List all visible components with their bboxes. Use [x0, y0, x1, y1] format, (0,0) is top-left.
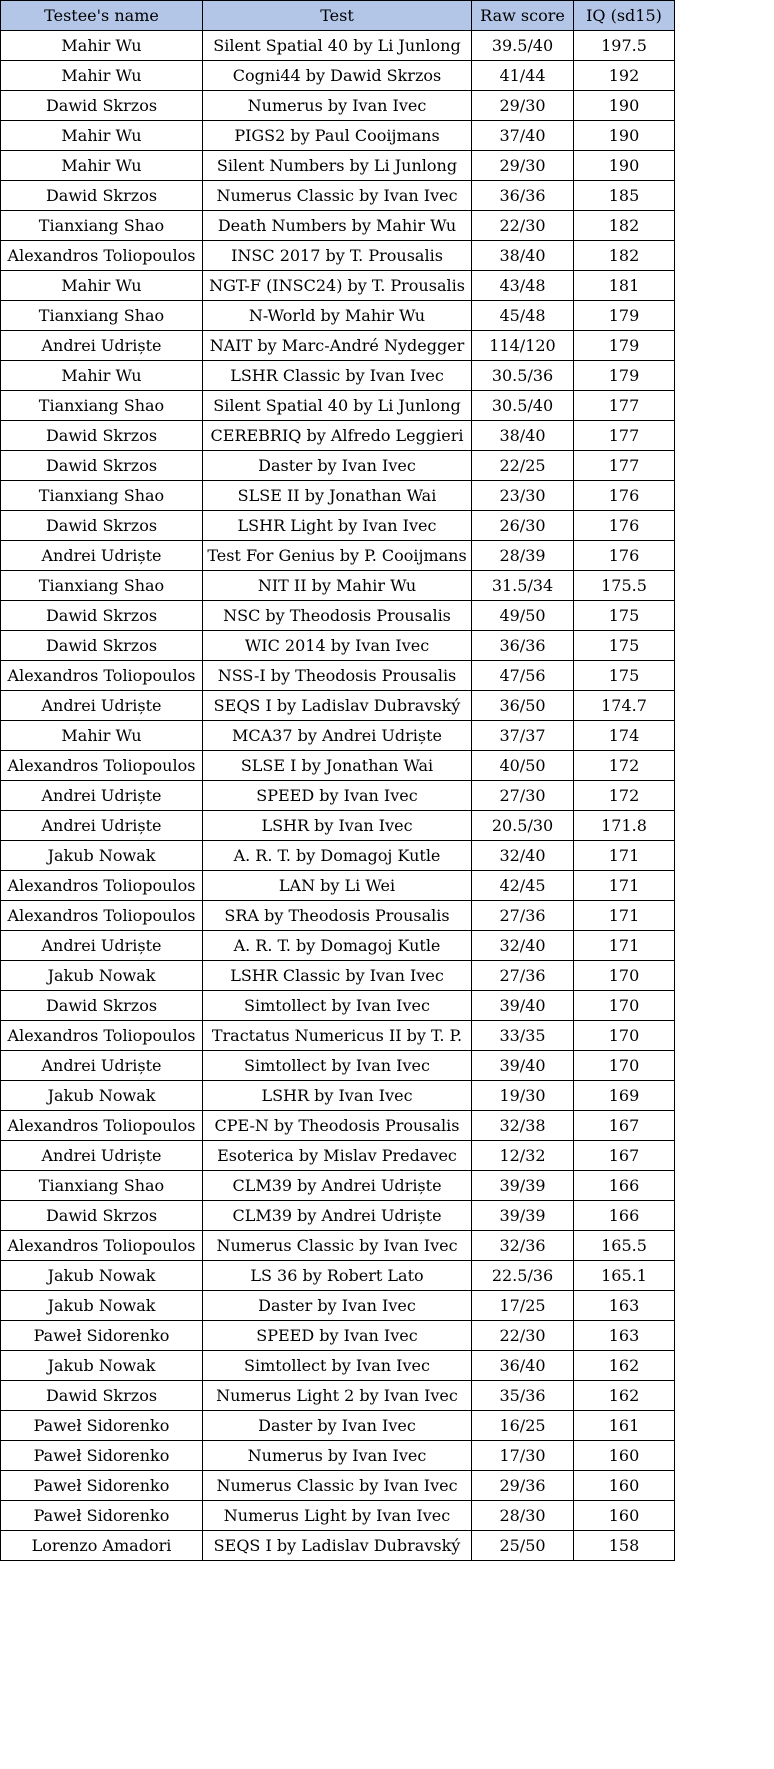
header-test: Test	[203, 1, 472, 31]
raw-score-cell: 32/40	[472, 931, 574, 961]
raw-score-cell: 27/36	[472, 901, 574, 931]
table-row	[1, 1081, 675, 1111]
test-cell: NGT-F (INSC24) by T. Prousalis	[203, 271, 472, 301]
table-row	[1, 1411, 675, 1441]
table-header	[1, 1, 675, 31]
raw-score-cell: 22/30	[472, 1321, 574, 1351]
iq-cell: 176	[574, 481, 675, 511]
test-cell: LS 36 by Robert Lato	[203, 1261, 472, 1291]
table-row	[1, 721, 675, 751]
table-row	[1, 601, 675, 631]
raw-score-cell: 49/50	[472, 601, 574, 631]
iq-cell: 160	[574, 1501, 675, 1531]
table-row	[1, 811, 675, 841]
table-row	[1, 1531, 675, 1561]
header-row	[1, 1, 675, 31]
test-cell: Simtollect by Ivan Ivec	[203, 1051, 472, 1081]
iq-cell: 171	[574, 871, 675, 901]
testee-name-cell: Dawid Skrzos	[1, 511, 203, 541]
testee-name-cell: Paweł Sidorenko	[1, 1411, 203, 1441]
table-row	[1, 121, 675, 151]
iq-cell: 176	[574, 511, 675, 541]
raw-score-cell: 36/40	[472, 1351, 574, 1381]
test-cell: SLSE II by Jonathan Wai	[203, 481, 472, 511]
table-row	[1, 781, 675, 811]
table-row	[1, 181, 675, 211]
iq-cell: 163	[574, 1321, 675, 1351]
raw-score-cell: 37/37	[472, 721, 574, 751]
test-cell: MCA37 by Andrei Udriște	[203, 721, 472, 751]
table-row	[1, 421, 675, 451]
testee-name-cell: Paweł Sidorenko	[1, 1441, 203, 1471]
raw-score-cell: 12/32	[472, 1141, 574, 1171]
testee-name-cell: Andrei Udriște	[1, 931, 203, 961]
test-cell: CLM39 by Andrei Udriște	[203, 1171, 472, 1201]
table-row	[1, 481, 675, 511]
testee-name-cell: Dawid Skrzos	[1, 631, 203, 661]
testee-name-cell: Paweł Sidorenko	[1, 1471, 203, 1501]
test-cell: Numerus by Ivan Ivec	[203, 91, 472, 121]
table-row	[1, 1351, 675, 1381]
testee-name-cell: Dawid Skrzos	[1, 991, 203, 1021]
test-cell: Silent Spatial 40 by Li Junlong	[203, 31, 472, 61]
test-cell: INSC 2017 by T. Prousalis	[203, 241, 472, 271]
raw-score-cell: 29/30	[472, 91, 574, 121]
table-row	[1, 751, 675, 781]
testee-name-cell: Jakub Nowak	[1, 1261, 203, 1291]
table-row	[1, 271, 675, 301]
iq-cell: 171.8	[574, 811, 675, 841]
testee-name-cell: Mahir Wu	[1, 361, 203, 391]
iq-cell: 175	[574, 601, 675, 631]
iq-cell: 177	[574, 391, 675, 421]
iq-cell: 174	[574, 721, 675, 751]
testee-name-cell: Mahir Wu	[1, 61, 203, 91]
testee-name-cell: Mahir Wu	[1, 121, 203, 151]
test-cell: LSHR by Ivan Ivec	[203, 1081, 472, 1111]
iq-cell: 170	[574, 961, 675, 991]
table-row	[1, 1141, 675, 1171]
table-row	[1, 661, 675, 691]
iq-cell: 179	[574, 361, 675, 391]
table-row	[1, 571, 675, 601]
test-cell: WIC 2014 by Ivan Ivec	[203, 631, 472, 661]
iq-cell: 182	[574, 211, 675, 241]
raw-score-cell: 27/36	[472, 961, 574, 991]
raw-score-cell: 16/25	[472, 1411, 574, 1441]
table-row	[1, 61, 675, 91]
table-row	[1, 1291, 675, 1321]
iq-cell: 179	[574, 331, 675, 361]
test-cell: CPE-N by Theodosis Prousalis	[203, 1111, 472, 1141]
testee-name-cell: Andrei Udriște	[1, 541, 203, 571]
test-cell: CEREBRIQ by Alfredo Leggieri	[203, 421, 472, 451]
testee-name-cell: Mahir Wu	[1, 31, 203, 61]
iq-cell: 171	[574, 901, 675, 931]
test-cell: NSS-I by Theodosis Prousalis	[203, 661, 472, 691]
iq-cell: 190	[574, 121, 675, 151]
testee-name-cell: Tianxiang Shao	[1, 1171, 203, 1201]
table-row	[1, 691, 675, 721]
test-cell: Cogni44 by Dawid Skrzos	[203, 61, 472, 91]
iq-cell: 177	[574, 421, 675, 451]
test-cell: LSHR Classic by Ivan Ivec	[203, 361, 472, 391]
testee-name-cell: Alexandros Toliopoulos	[1, 751, 203, 781]
raw-score-cell: 30.5/36	[472, 361, 574, 391]
test-cell: A. R. T. by Domagoj Kutle	[203, 931, 472, 961]
iq-cell: 182	[574, 241, 675, 271]
testee-name-cell: Jakub Nowak	[1, 1081, 203, 1111]
test-cell: A. R. T. by Domagoj Kutle	[203, 841, 472, 871]
testee-name-cell: Jakub Nowak	[1, 961, 203, 991]
iq-cell: 190	[574, 151, 675, 181]
table-row	[1, 211, 675, 241]
testee-name-cell: Dawid Skrzos	[1, 421, 203, 451]
raw-score-cell: 28/39	[472, 541, 574, 571]
testee-name-cell: Lorenzo Amadori	[1, 1531, 203, 1561]
table-row	[1, 451, 675, 481]
testee-name-cell: Mahir Wu	[1, 151, 203, 181]
test-cell: Daster by Ivan Ivec	[203, 451, 472, 481]
raw-score-cell: 36/36	[472, 181, 574, 211]
raw-score-cell: 38/40	[472, 421, 574, 451]
testee-name-cell: Andrei Udriște	[1, 691, 203, 721]
testee-name-cell: Paweł Sidorenko	[1, 1501, 203, 1531]
table-row	[1, 1321, 675, 1351]
raw-score-cell: 40/50	[472, 751, 574, 781]
test-cell: LSHR by Ivan Ivec	[203, 811, 472, 841]
table-row	[1, 901, 675, 931]
iq-cell: 174.7	[574, 691, 675, 721]
table-row	[1, 961, 675, 991]
testee-name-cell: Andrei Udriște	[1, 1141, 203, 1171]
test-cell: SEQS I by Ladislav Dubravský	[203, 1531, 472, 1561]
iq-cell: 190	[574, 91, 675, 121]
table-row	[1, 241, 675, 271]
raw-score-cell: 22/30	[472, 211, 574, 241]
raw-score-cell: 17/30	[472, 1441, 574, 1471]
raw-score-cell: 27/30	[472, 781, 574, 811]
test-cell: LSHR Classic by Ivan Ivec	[203, 961, 472, 991]
iq-cell: 162	[574, 1351, 675, 1381]
raw-score-cell: 32/38	[472, 1111, 574, 1141]
raw-score-cell: 20.5/30	[472, 811, 574, 841]
raw-score-cell: 39.5/40	[472, 31, 574, 61]
test-cell: Numerus Light by Ivan Ivec	[203, 1501, 472, 1531]
raw-score-cell: 29/36	[472, 1471, 574, 1501]
iq-cell: 167	[574, 1111, 675, 1141]
testee-name-cell: Dawid Skrzos	[1, 601, 203, 631]
table-row	[1, 331, 675, 361]
testee-name-cell: Dawid Skrzos	[1, 451, 203, 481]
iq-cell: 163	[574, 1291, 675, 1321]
testee-name-cell: Andrei Udriște	[1, 1051, 203, 1081]
testee-name-cell: Jakub Nowak	[1, 841, 203, 871]
table-row	[1, 1471, 675, 1501]
table-row	[1, 1201, 675, 1231]
raw-score-cell: 47/56	[472, 661, 574, 691]
iq-cell: 166	[574, 1171, 675, 1201]
testee-name-cell: Andrei Udriște	[1, 781, 203, 811]
test-cell: LSHR Light by Ivan Ivec	[203, 511, 472, 541]
testee-name-cell: Tianxiang Shao	[1, 481, 203, 511]
iq-cell: 170	[574, 991, 675, 1021]
test-cell: Daster by Ivan Ivec	[203, 1291, 472, 1321]
test-cell: Test For Genius by P. Cooijmans	[203, 541, 472, 571]
raw-score-cell: 39/40	[472, 1051, 574, 1081]
test-cell: SPEED by Ivan Ivec	[203, 781, 472, 811]
test-cell: Numerus Classic by Ivan Ivec	[203, 181, 472, 211]
table-row	[1, 1171, 675, 1201]
testee-name-cell: Alexandros Toliopoulos	[1, 1111, 203, 1141]
testee-name-cell: Dawid Skrzos	[1, 1201, 203, 1231]
testee-name-cell: Mahir Wu	[1, 721, 203, 751]
iq-cell: 175.5	[574, 571, 675, 601]
raw-score-cell: 39/39	[472, 1201, 574, 1231]
raw-score-cell: 23/30	[472, 481, 574, 511]
test-cell: NSC by Theodosis Prousalis	[203, 601, 472, 631]
iq-cell: 165.5	[574, 1231, 675, 1261]
iq-cell: 181	[574, 271, 675, 301]
table-row	[1, 871, 675, 901]
test-cell: SLSE I by Jonathan Wai	[203, 751, 472, 781]
raw-score-cell: 29/30	[472, 151, 574, 181]
raw-score-cell: 32/40	[472, 841, 574, 871]
iq-cell: 171	[574, 841, 675, 871]
table-row	[1, 931, 675, 961]
raw-score-cell: 45/48	[472, 301, 574, 331]
iq-cell: 169	[574, 1081, 675, 1111]
raw-score-cell: 22/25	[472, 451, 574, 481]
testee-name-cell: Alexandros Toliopoulos	[1, 241, 203, 271]
testee-name-cell: Tianxiang Shao	[1, 301, 203, 331]
raw-score-cell: 43/48	[472, 271, 574, 301]
iq-cell: 167	[574, 1141, 675, 1171]
iq-cell: 179	[574, 301, 675, 331]
iq-cell: 166	[574, 1201, 675, 1231]
table-row	[1, 631, 675, 661]
iq-cell: 175	[574, 631, 675, 661]
iq-cell: 177	[574, 451, 675, 481]
table-row	[1, 1111, 675, 1141]
raw-score-cell: 17/25	[472, 1291, 574, 1321]
testee-name-cell: Paweł Sidorenko	[1, 1321, 203, 1351]
table-row	[1, 541, 675, 571]
raw-score-cell: 25/50	[472, 1531, 574, 1561]
raw-score-cell: 32/36	[472, 1231, 574, 1261]
raw-score-cell: 26/30	[472, 511, 574, 541]
raw-score-cell: 39/39	[472, 1171, 574, 1201]
table-row	[1, 1021, 675, 1051]
table-row	[1, 841, 675, 871]
test-cell: LAN by Li Wei	[203, 871, 472, 901]
test-cell: Tractatus Numericus II by T. P.	[203, 1021, 472, 1051]
iq-cell: 170	[574, 1051, 675, 1081]
test-cell: PIGS2 by Paul Cooijmans	[203, 121, 472, 151]
table-row	[1, 151, 675, 181]
header-raw-score: Raw score	[472, 1, 574, 31]
table-row	[1, 31, 675, 61]
raw-score-cell: 22.5/36	[472, 1261, 574, 1291]
table-body	[1, 31, 675, 1561]
iq-cell: 175	[574, 661, 675, 691]
test-cell: NAIT by Marc-André Nydegger	[203, 331, 472, 361]
test-cell: Numerus by Ivan Ivec	[203, 1441, 472, 1471]
testee-name-cell: Alexandros Toliopoulos	[1, 1231, 203, 1261]
testee-name-cell: Alexandros Toliopoulos	[1, 871, 203, 901]
testee-name-cell: Dawid Skrzos	[1, 181, 203, 211]
raw-score-cell: 31.5/34	[472, 571, 574, 601]
iq-cell: 170	[574, 1021, 675, 1051]
testee-name-cell: Alexandros Toliopoulos	[1, 901, 203, 931]
table-row	[1, 1441, 675, 1471]
table-row	[1, 301, 675, 331]
test-cell: Silent Spatial 40 by Li Junlong	[203, 391, 472, 421]
table-row	[1, 1231, 675, 1261]
iq-cell: 158	[574, 1531, 675, 1561]
iq-cell: 197.5	[574, 31, 675, 61]
test-cell: SEQS I by Ladislav Dubravský	[203, 691, 472, 721]
table-row	[1, 1381, 675, 1411]
raw-score-cell: 35/36	[472, 1381, 574, 1411]
testee-name-cell: Jakub Nowak	[1, 1351, 203, 1381]
iq-cell: 172	[574, 781, 675, 811]
testee-name-cell: Jakub Nowak	[1, 1291, 203, 1321]
table-row	[1, 1261, 675, 1291]
table-row	[1, 361, 675, 391]
iq-cell: 161	[574, 1411, 675, 1441]
header-iq: IQ (sd15)	[574, 1, 675, 31]
testee-name-cell: Alexandros Toliopoulos	[1, 661, 203, 691]
testee-name-cell: Tianxiang Shao	[1, 391, 203, 421]
test-cell: SPEED by Ivan Ivec	[203, 1321, 472, 1351]
iq-cell: 160	[574, 1471, 675, 1501]
testee-name-cell: Andrei Udriște	[1, 811, 203, 841]
test-cell: SRA by Theodosis Prousalis	[203, 901, 472, 931]
raw-score-cell: 33/35	[472, 1021, 574, 1051]
test-cell: NIT II by Mahir Wu	[203, 571, 472, 601]
test-cell: Simtollect by Ivan Ivec	[203, 1351, 472, 1381]
table-row	[1, 391, 675, 421]
raw-score-cell: 30.5/40	[472, 391, 574, 421]
raw-score-cell: 39/40	[472, 991, 574, 1021]
test-cell: Daster by Ivan Ivec	[203, 1411, 472, 1441]
raw-score-cell: 37/40	[472, 121, 574, 151]
test-cell: Esoterica by Mislav Predavec	[203, 1141, 472, 1171]
iq-cell: 160	[574, 1441, 675, 1471]
testee-name-cell: Tianxiang Shao	[1, 571, 203, 601]
table-row	[1, 91, 675, 121]
raw-score-cell: 41/44	[472, 61, 574, 91]
test-cell: Silent Numbers by Li Junlong	[203, 151, 472, 181]
test-cell: Simtollect by Ivan Ivec	[203, 991, 472, 1021]
iq-cell: 172	[574, 751, 675, 781]
test-cell: CLM39 by Andrei Udriște	[203, 1201, 472, 1231]
iq-cell: 171	[574, 931, 675, 961]
testee-name-cell: Alexandros Toliopoulos	[1, 1021, 203, 1051]
testee-name-cell: Dawid Skrzos	[1, 91, 203, 121]
testee-name-cell: Mahir Wu	[1, 271, 203, 301]
test-cell: Death Numbers by Mahir Wu	[203, 211, 472, 241]
raw-score-cell: 36/36	[472, 631, 574, 661]
table-row	[1, 511, 675, 541]
test-cell: N-World by Mahir Wu	[203, 301, 472, 331]
raw-score-cell: 19/30	[472, 1081, 574, 1111]
iq-cell: 162	[574, 1381, 675, 1411]
table-row	[1, 991, 675, 1021]
test-cell: Numerus Classic by Ivan Ivec	[203, 1471, 472, 1501]
raw-score-cell: 114/120	[472, 331, 574, 361]
test-cell: Numerus Classic by Ivan Ivec	[203, 1231, 472, 1261]
raw-score-cell: 28/30	[472, 1501, 574, 1531]
iq-cell: 176	[574, 541, 675, 571]
iq-cell: 165.1	[574, 1261, 675, 1291]
testee-name-cell: Andrei Udriște	[1, 331, 203, 361]
table-row	[1, 1051, 675, 1081]
iq-cell: 192	[574, 61, 675, 91]
raw-score-cell: 36/50	[472, 691, 574, 721]
header-testee-name: Testee's name	[1, 1, 203, 31]
testee-name-cell: Tianxiang Shao	[1, 211, 203, 241]
raw-score-cell: 38/40	[472, 241, 574, 271]
testee-name-cell: Dawid Skrzos	[1, 1381, 203, 1411]
iq-cell: 185	[574, 181, 675, 211]
raw-score-cell: 42/45	[472, 871, 574, 901]
table-row	[1, 1501, 675, 1531]
test-cell: Numerus Light 2 by Ivan Ivec	[203, 1381, 472, 1411]
